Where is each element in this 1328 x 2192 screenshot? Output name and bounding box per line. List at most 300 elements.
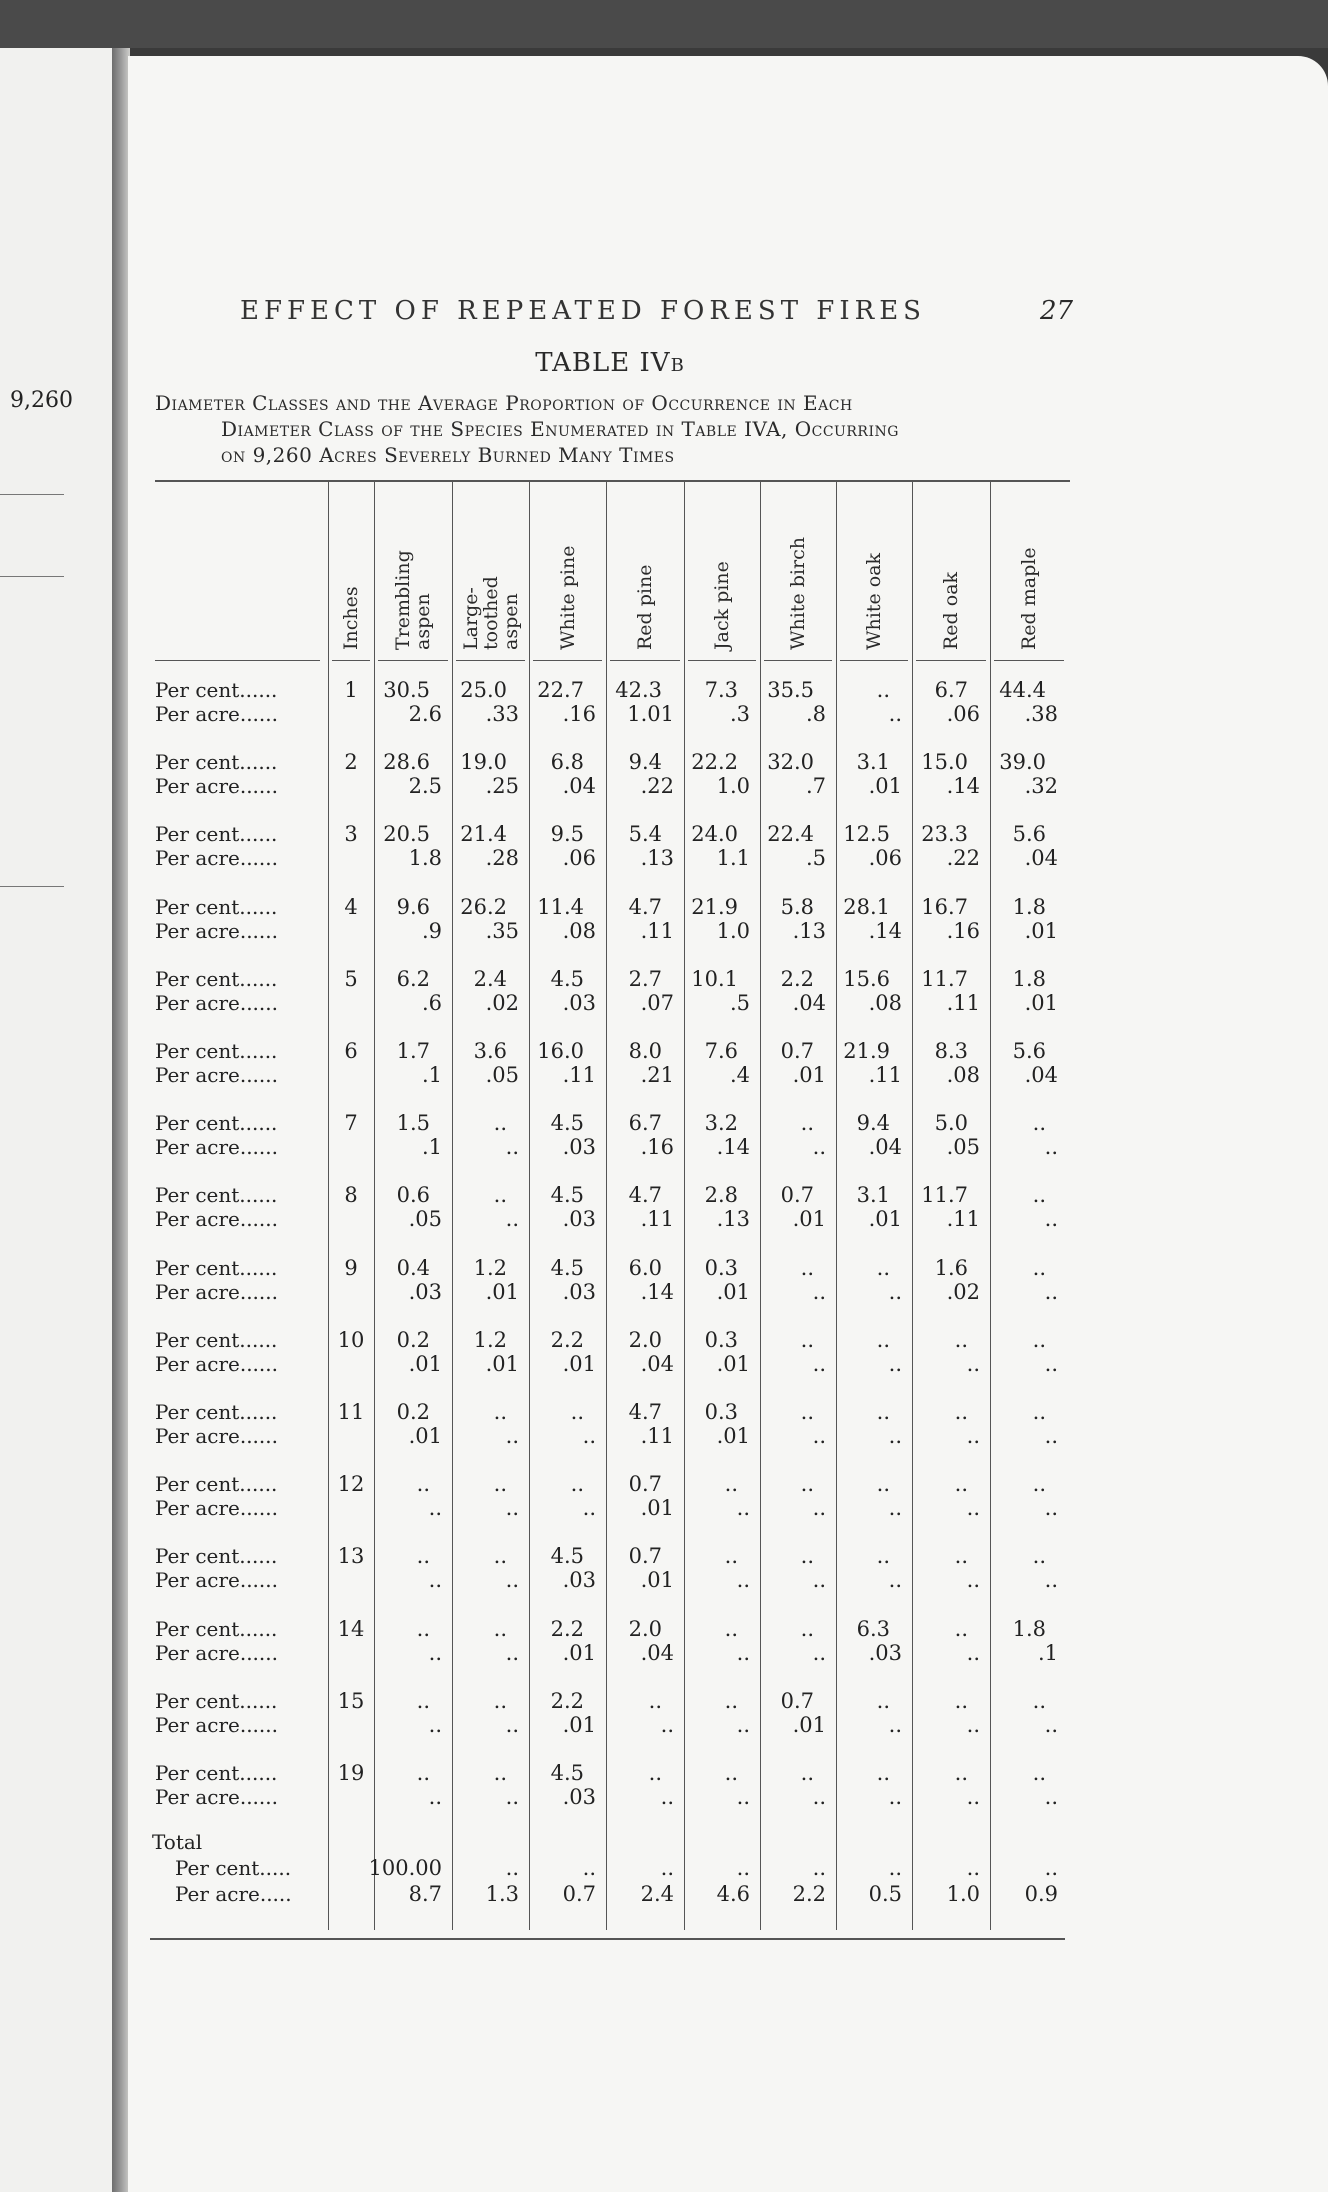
per-acre-value: .01 xyxy=(716,1424,750,1448)
column-header: Inches xyxy=(340,586,362,650)
per-acre-value: .5 xyxy=(729,990,750,1015)
per-cent-value: .. xyxy=(1032,1255,1046,1280)
per-cent-value: 16.7 xyxy=(921,894,968,919)
per-acre-value: .. xyxy=(505,1712,519,1737)
per-acre-value: .14 xyxy=(868,918,902,943)
per-acre-value: .03 xyxy=(562,990,596,1015)
per-acre-value: .01 xyxy=(485,1351,519,1376)
per-acre-value: .. xyxy=(428,1712,442,1737)
per-cent-value: .. xyxy=(416,1688,430,1713)
row-label-per-cent: Per cent...... xyxy=(155,1327,278,1352)
per-cent-value: .. xyxy=(493,1616,507,1641)
row-label-per-acre: Per acre...... xyxy=(155,846,278,871)
per-cent-value: 6.3 xyxy=(856,1616,890,1641)
total-per-acre-value: 2.4 xyxy=(640,1882,674,1906)
per-cent-value: .. xyxy=(800,1255,814,1280)
per-cent-value: 1.8 xyxy=(1012,966,1046,991)
row-label-per-cent: Per cent...... xyxy=(155,1183,278,1208)
per-cent-value: 4.7 xyxy=(628,1400,662,1424)
per-acre-value: .35 xyxy=(485,918,519,943)
row-label-per-cent: Per cent...... xyxy=(155,1544,278,1569)
per-cent-value: 8.3 xyxy=(934,1039,968,1063)
per-cent-value: .. xyxy=(800,1472,814,1497)
per-acre-value: .1 xyxy=(421,1135,442,1160)
per-acre-value: .. xyxy=(888,1712,902,1737)
column-header: Trembling aspen xyxy=(392,550,434,650)
per-cent-value: 6.0 xyxy=(628,1255,662,1280)
row-label-per-acre: Per acre...... xyxy=(155,1568,278,1593)
per-acre-value: .06 xyxy=(946,702,980,726)
per-cent-value: .. xyxy=(1032,1544,1046,1569)
column-rule xyxy=(452,480,453,1930)
column-head-rule xyxy=(688,660,756,661)
per-acre-value: .03 xyxy=(562,1207,596,1232)
per-acre-value: .. xyxy=(966,1785,980,1809)
per-cent-value: 1.2 xyxy=(473,1327,507,1352)
table-title xyxy=(460,348,760,378)
diameter-inches: 6 xyxy=(344,1039,358,1063)
per-cent-value: 6.7 xyxy=(628,1111,662,1136)
per-cent-value: .. xyxy=(493,1111,507,1136)
per-cent-value: 1.7 xyxy=(396,1039,430,1063)
per-cent-value: 15.0 xyxy=(921,750,968,775)
per-cent-value: .. xyxy=(493,1761,507,1785)
per-cent-value: 4.5 xyxy=(550,1255,584,1280)
per-acre-value: .04 xyxy=(1024,1063,1058,1087)
per-cent-value: 9.4 xyxy=(628,750,662,775)
per-cent-value: 42.3 xyxy=(615,678,662,702)
per-cent-value: .. xyxy=(1032,1111,1046,1136)
per-cent-value: 6.2 xyxy=(396,966,430,991)
diameter-inches: 1 xyxy=(344,678,358,702)
per-cent-value: 0.6 xyxy=(396,1183,430,1208)
per-cent-value: 32.0 xyxy=(767,750,814,775)
per-cent-value: .. xyxy=(800,1761,814,1785)
per-acre-value: .14 xyxy=(946,774,980,799)
column-head-rule xyxy=(994,660,1064,661)
per-cent-value: 24.0 xyxy=(691,822,738,847)
per-acre-value: .. xyxy=(736,1785,750,1809)
per-acre-value: .06 xyxy=(562,846,596,871)
per-acre-value: .. xyxy=(582,1496,596,1521)
per-acre-value: .22 xyxy=(946,846,980,871)
per-acre-value: .11 xyxy=(946,1207,980,1232)
column-head-rule xyxy=(610,660,680,661)
per-cent-value: .. xyxy=(954,1327,968,1352)
per-acre-value: .. xyxy=(812,1135,826,1160)
per-cent-value: .. xyxy=(648,1761,662,1785)
per-cent-value: 5.6 xyxy=(1012,1039,1046,1063)
per-cent-value: 15.6 xyxy=(843,966,890,991)
per-cent-value: 3.1 xyxy=(856,1183,890,1208)
per-acre-value: .7 xyxy=(805,774,826,799)
per-acre-value: .. xyxy=(1044,1496,1058,1521)
per-acre-value: .. xyxy=(1044,1424,1058,1448)
per-cent-value: 11.4 xyxy=(537,894,584,919)
per-cent-value: .. xyxy=(954,1616,968,1641)
per-acre-value: .13 xyxy=(716,1207,750,1232)
per-cent-value: 1.2 xyxy=(473,1255,507,1280)
per-cent-value: 5.0 xyxy=(934,1111,968,1136)
per-acre-value: 1.01 xyxy=(627,702,674,726)
column-header: White birch xyxy=(787,537,809,650)
per-acre-value: .04 xyxy=(1024,846,1058,871)
column-header: Red pine xyxy=(634,564,656,650)
total-per-acre-value: 1.0 xyxy=(946,1882,980,1906)
per-cent-value: 8.0 xyxy=(628,1039,662,1063)
per-cent-value: .. xyxy=(954,1544,968,1569)
per-acre-value: .. xyxy=(966,1424,980,1448)
per-acre-value: .04 xyxy=(562,774,596,799)
per-cent-value: .. xyxy=(1032,1472,1046,1497)
per-acre-value: .08 xyxy=(562,918,596,943)
per-acre-value: .11 xyxy=(562,1063,596,1087)
per-cent-value: .. xyxy=(724,1544,738,1569)
per-acre-value: .. xyxy=(582,1424,596,1448)
per-cent-value: .. xyxy=(648,1688,662,1713)
per-cent-value: 5.8 xyxy=(780,894,814,919)
total-per-acre-value: 2.2 xyxy=(792,1882,826,1906)
diameter-inches: 11 xyxy=(337,1400,365,1424)
per-cent-value: .. xyxy=(724,1616,738,1641)
per-cent-value: 2.2 xyxy=(550,1688,584,1713)
column-rule xyxy=(529,480,530,1930)
per-acre-value: .16 xyxy=(640,1135,674,1160)
row-label-per-cent: Per cent...... xyxy=(155,1255,278,1280)
per-acre-value: .01 xyxy=(485,1279,519,1304)
per-acre-value: .01 xyxy=(792,1063,826,1087)
per-acre-value: .. xyxy=(812,1640,826,1665)
page-number: 27 xyxy=(1040,296,1074,326)
per-acre-value: .. xyxy=(888,1424,902,1448)
per-acre-value: .. xyxy=(812,1785,826,1809)
per-acre-value: .38 xyxy=(1024,702,1058,726)
column-rule xyxy=(606,480,607,1930)
per-acre-value: .. xyxy=(966,1351,980,1376)
facing-page-text: 9,260 xyxy=(10,388,73,413)
row-label-per-acre: Per acre...... xyxy=(155,1279,278,1304)
total-per-cent-label: Per cent..... xyxy=(175,1856,292,1880)
table-caption xyxy=(155,390,1073,468)
table-title-suffix: B xyxy=(670,355,685,376)
per-acre-value: .01 xyxy=(792,1712,826,1737)
per-cent-value: 0.2 xyxy=(396,1327,430,1352)
per-acre-value: .33 xyxy=(485,702,519,726)
row-label-per-cent: Per cent...... xyxy=(155,1472,278,1497)
per-acre-value: .. xyxy=(888,1785,902,1809)
row-label-per-acre: Per acre...... xyxy=(155,1135,278,1160)
per-cent-value: 9.5 xyxy=(550,822,584,847)
per-acre-value: 1.0 xyxy=(716,918,750,943)
per-acre-value: .9 xyxy=(421,918,442,943)
facing-page-rule xyxy=(0,886,64,887)
per-cent-value: 5.6 xyxy=(1012,822,1046,847)
diameter-inches: 9 xyxy=(344,1255,358,1280)
facing-page-fragment xyxy=(0,48,112,2192)
per-cent-value: .. xyxy=(800,1544,814,1569)
per-cent-value: .. xyxy=(416,1472,430,1497)
per-cent-value: 3.2 xyxy=(704,1111,738,1136)
per-cent-value: 25.0 xyxy=(460,678,507,702)
per-cent-value: 2.0 xyxy=(628,1616,662,1641)
per-acre-value: .06 xyxy=(868,846,902,871)
per-acre-value: .03 xyxy=(562,1135,596,1160)
per-cent-value: .. xyxy=(493,1400,507,1424)
per-cent-value: .. xyxy=(416,1616,430,1641)
total-label: Total xyxy=(152,1830,203,1854)
per-cent-value: 44.4 xyxy=(999,678,1046,702)
total-per-acre-value: 4.6 xyxy=(716,1882,750,1906)
per-acre-value: .. xyxy=(888,1568,902,1593)
row-label-per-acre: Per acre...... xyxy=(155,1207,278,1232)
per-acre-value: .. xyxy=(660,1712,674,1737)
per-acre-value: .01 xyxy=(562,1640,596,1665)
per-acre-value: .04 xyxy=(640,1640,674,1665)
per-acre-value: .. xyxy=(428,1568,442,1593)
per-cent-value: 4.5 xyxy=(550,966,584,991)
per-cent-value: 7.3 xyxy=(704,678,738,702)
per-cent-value: 3.1 xyxy=(856,750,890,775)
diameter-inches: 19 xyxy=(337,1761,365,1785)
per-cent-value: 0.7 xyxy=(780,1039,814,1063)
per-acre-value: .. xyxy=(1044,1135,1058,1160)
per-acre-value: .01 xyxy=(1024,990,1058,1015)
per-cent-value: 12.5 xyxy=(843,822,890,847)
per-cent-value: 1.6 xyxy=(934,1255,968,1280)
column-header: Large-toothed aspen xyxy=(459,576,522,650)
row-label-per-acre: Per acre...... xyxy=(155,918,278,943)
row-label-per-cent: Per cent...... xyxy=(155,1761,278,1785)
column-header: Jack pine xyxy=(711,561,733,650)
column-rule xyxy=(684,480,685,1930)
per-acre-value: .1 xyxy=(1037,1640,1058,1665)
per-acre-value: .. xyxy=(428,1496,442,1521)
per-acre-value: .08 xyxy=(946,1063,980,1087)
per-cent-value: .. xyxy=(724,1761,738,1785)
column-header: Red oak xyxy=(940,571,962,650)
total-per-acre-value: 0.9 xyxy=(1024,1882,1058,1906)
per-cent-value: .. xyxy=(724,1472,738,1497)
per-acre-value: .. xyxy=(888,702,902,726)
facing-page-rule xyxy=(0,494,64,495)
row-label-per-acre: Per acre...... xyxy=(155,774,278,799)
row-label-per-acre: Per acre...... xyxy=(155,1424,278,1448)
per-acre-value: .01 xyxy=(562,1351,596,1376)
per-acre-value: .16 xyxy=(562,702,596,726)
per-cent-value: 1.5 xyxy=(396,1111,430,1136)
per-cent-value: 11.7 xyxy=(921,1183,968,1208)
per-cent-value: 26.2 xyxy=(460,894,507,919)
per-acre-value: .. xyxy=(888,1279,902,1304)
per-cent-value: 21.4 xyxy=(460,822,507,847)
per-acre-value: .. xyxy=(736,1496,750,1521)
per-cent-value: 0.3 xyxy=(704,1327,738,1352)
row-label-per-cent: Per cent...... xyxy=(155,750,278,775)
per-acre-value: .01 xyxy=(640,1496,674,1521)
per-cent-value: 0.7 xyxy=(628,1544,662,1569)
per-cent-value: .. xyxy=(954,1472,968,1497)
total-per-acre-value: 0.5 xyxy=(868,1882,902,1906)
per-acre-value: .. xyxy=(888,1496,902,1521)
per-acre-value: .11 xyxy=(640,1424,674,1448)
per-acre-value: .. xyxy=(505,1568,519,1593)
per-cent-value: 6.7 xyxy=(934,678,968,702)
per-acre-value: .03 xyxy=(562,1568,596,1593)
per-cent-value: .. xyxy=(416,1761,430,1785)
column-rule xyxy=(990,480,991,1930)
stub-head-rule xyxy=(155,660,320,661)
per-acre-value: .. xyxy=(888,1351,902,1376)
per-acre-value: .16 xyxy=(946,918,980,943)
caption-line: Diameter Classes and the Average Proportion of Occurrence in Each xyxy=(155,391,853,415)
per-acre-value: 1.1 xyxy=(716,846,750,871)
per-acre-value: .. xyxy=(428,1785,442,1809)
column-head-rule xyxy=(378,660,448,661)
per-acre-value: .. xyxy=(505,1135,519,1160)
diameter-inches: 12 xyxy=(337,1472,365,1497)
per-cent-value: 2.0 xyxy=(628,1327,662,1352)
per-acre-value: .28 xyxy=(485,846,519,871)
per-cent-value: 2.4 xyxy=(473,966,507,991)
per-cent-value: 0.3 xyxy=(704,1400,738,1424)
per-cent-value: 5.4 xyxy=(628,822,662,847)
per-acre-value: .01 xyxy=(868,774,902,799)
per-cent-value: 19.0 xyxy=(460,750,507,775)
row-label-per-acre: Per acre...... xyxy=(155,1640,278,1665)
per-acre-value: .01 xyxy=(716,1279,750,1304)
per-cent-value: .. xyxy=(1032,1400,1046,1424)
row-label-per-cent: Per cent...... xyxy=(155,1039,278,1063)
per-acre-value: .03 xyxy=(562,1279,596,1304)
per-acre-value: .11 xyxy=(640,918,674,943)
total-per-acre-value: 8.7 xyxy=(408,1882,442,1906)
per-cent-value: 4.7 xyxy=(628,894,662,919)
per-cent-value: 0.2 xyxy=(396,1400,430,1424)
per-acre-value: .11 xyxy=(946,990,980,1015)
diameter-inches: 10 xyxy=(337,1327,365,1352)
per-acre-value: .. xyxy=(812,1279,826,1304)
per-acre-value: .4 xyxy=(729,1063,750,1087)
per-acre-value: .08 xyxy=(868,990,902,1015)
per-cent-value: .. xyxy=(954,1761,968,1785)
per-cent-value: .. xyxy=(954,1400,968,1424)
row-label-per-acre: Per acre...... xyxy=(155,1712,278,1737)
per-acre-value: 2.6 xyxy=(408,702,442,726)
per-acre-value: .03 xyxy=(408,1279,442,1304)
per-cent-value: 22.4 xyxy=(767,822,814,847)
column-rule xyxy=(836,480,837,1930)
total-per-cent-value: .. xyxy=(582,1856,596,1880)
per-cent-value: 0.7 xyxy=(780,1183,814,1208)
per-acre-value: .02 xyxy=(946,1279,980,1304)
per-cent-value: .. xyxy=(570,1472,584,1497)
per-cent-value: 22.7 xyxy=(537,678,584,702)
row-label-per-cent: Per cent...... xyxy=(155,678,278,702)
per-acre-value: .22 xyxy=(640,774,674,799)
per-acre-value: .. xyxy=(505,1640,519,1665)
diameter-inches: 8 xyxy=(344,1183,358,1208)
per-acre-value: .04 xyxy=(640,1351,674,1376)
per-acre-value: .01 xyxy=(408,1424,442,1448)
per-acre-value: .01 xyxy=(408,1351,442,1376)
column-rule xyxy=(760,480,761,1930)
per-cent-value: 2.2 xyxy=(780,966,814,991)
per-acre-value: .25 xyxy=(485,774,519,799)
total-per-cent-value: .. xyxy=(736,1856,750,1880)
per-acre-value: .04 xyxy=(792,990,826,1015)
per-acre-value: .03 xyxy=(868,1640,902,1665)
per-cent-value: .. xyxy=(876,1255,890,1280)
per-cent-value: .. xyxy=(800,1616,814,1641)
per-acre-value: .01 xyxy=(868,1207,902,1232)
per-cent-value: 20.5 xyxy=(383,822,430,847)
per-cent-value: .. xyxy=(800,1111,814,1136)
per-acre-value: .01 xyxy=(640,1568,674,1593)
per-acre-value: .04 xyxy=(868,1135,902,1160)
row-label-per-cent: Per cent...... xyxy=(155,966,278,991)
per-acre-value: .07 xyxy=(640,990,674,1015)
per-acre-value: 1.8 xyxy=(408,846,442,871)
per-cent-value: .. xyxy=(800,1327,814,1352)
per-cent-value: 0.7 xyxy=(628,1472,662,1497)
per-acre-value: .05 xyxy=(408,1207,442,1232)
per-acre-value: 1.0 xyxy=(716,774,750,799)
per-acre-value: .01 xyxy=(792,1207,826,1232)
per-acre-value: .5 xyxy=(805,846,826,871)
column-head-rule xyxy=(456,660,525,661)
caption-line: Diameter Class of the Species Enumerated in Table IVA, Occurring xyxy=(221,417,899,441)
diameter-inches: 14 xyxy=(337,1616,365,1641)
diameter-inches: 3 xyxy=(344,822,358,847)
per-acre-value: .01 xyxy=(562,1712,596,1737)
per-acre-value: .. xyxy=(736,1568,750,1593)
per-acre-value: .1 xyxy=(421,1063,442,1087)
per-cent-value: 35.5 xyxy=(767,678,814,702)
per-acre-value: .. xyxy=(1044,1351,1058,1376)
per-cent-value: 39.0 xyxy=(999,750,1046,775)
per-cent-value: 0.3 xyxy=(704,1255,738,1280)
total-per-acre-value: 1.3 xyxy=(485,1882,519,1906)
per-cent-value: 10.1 xyxy=(691,966,738,991)
per-acre-value: .01 xyxy=(1024,918,1058,943)
running-head: EFFECT OF REPEATED FOREST FIRES xyxy=(240,296,926,326)
per-cent-value: .. xyxy=(876,1400,890,1424)
row-label-per-cent: Per cent...... xyxy=(155,1688,278,1713)
table-top-rule xyxy=(155,480,1070,482)
per-acre-value: .. xyxy=(966,1712,980,1737)
per-cent-value: 11.7 xyxy=(921,966,968,991)
column-rule xyxy=(912,480,913,1930)
per-cent-value: .. xyxy=(876,678,890,702)
row-label-per-acre: Per acre...... xyxy=(155,1063,278,1087)
per-cent-value: 28.1 xyxy=(843,894,890,919)
per-cent-value: 2.8 xyxy=(704,1183,738,1208)
per-cent-value: .. xyxy=(493,1688,507,1713)
per-cent-value: 6.8 xyxy=(550,750,584,775)
row-label-per-cent: Per cent...... xyxy=(155,1400,278,1424)
per-acre-value: .32 xyxy=(1024,774,1058,799)
diameter-inches: 13 xyxy=(337,1544,365,1569)
per-acre-value: .. xyxy=(1044,1712,1058,1737)
per-cent-value: 4.5 xyxy=(550,1111,584,1136)
diameter-inches: 15 xyxy=(337,1688,365,1713)
per-cent-value: .. xyxy=(493,1544,507,1569)
scan-top-border xyxy=(0,0,1328,48)
per-cent-value: .. xyxy=(493,1472,507,1497)
column-rule xyxy=(374,480,375,1930)
row-label-per-acre: Per acre...... xyxy=(155,702,278,726)
per-cent-value: 7.6 xyxy=(704,1039,738,1063)
